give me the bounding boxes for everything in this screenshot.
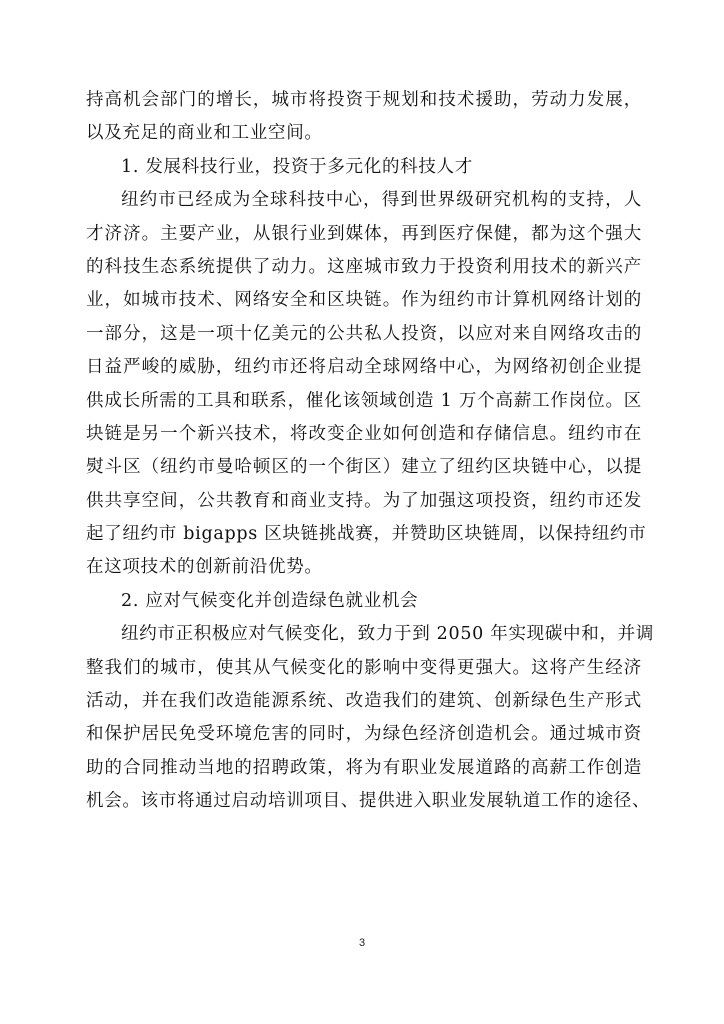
heading-text: 1. 发展科技行业，投资于多元化的科技人才 — [121, 156, 473, 177]
page-number: 3 — [358, 937, 366, 949]
text-line: 纽约市已经成为全球科技中心，得到世界级研究机构的支持，人 — [121, 190, 642, 211]
text-line: 才济济。主要产业，从银行业到媒体，再到医疗保健，都为这个强大 — [86, 223, 642, 244]
section-heading-2 — [86, 585, 642, 618]
text-line: 熨斗区（纽约市曼哈顿区的一个街区）建立了纽约区块链中心，以提 — [86, 457, 642, 478]
text-line: 纽约市正积极应对气候变化，致力于到 2050 年实现碳中和，并调 — [121, 624, 655, 645]
paragraph-continuation — [86, 84, 642, 151]
text-line: 一部分，这是一项十亿美元的公共私人投资，以应对来自网络攻击的 — [86, 323, 642, 344]
document-page — [86, 84, 655, 819]
text-line: 起了纽约市 bigapps 区块链挑战赛，并赞助区块链周，以保持纽约市 — [86, 524, 647, 545]
text-line: 活动，并在我们改造能源系统、改造我们的建筑、创新绿色生产形式 — [86, 691, 642, 712]
text-line: 整我们的城市，使其从气候变化的影响中变得更强大。这将产生经济 — [86, 657, 642, 678]
paragraph-climate — [86, 618, 655, 818]
text-line: 业，如城市技术、网络安全和区块链。作为纽约市计算机网络计划的 — [86, 290, 642, 311]
text-line: 机会。该市将通过启动培训项目、提供进入职业发展轨道工作的途径、 — [86, 791, 651, 812]
text-line: 和保护居民免受环境危害的同时，为绿色经济创造机会。通过城市资 — [86, 724, 642, 745]
text-line: 供共享空间，公共教育和商业支持。为了加强这项投资，纽约市还发 — [86, 490, 642, 511]
heading-text: 2. 应对气候变化并创造绿色就业机会 — [121, 590, 419, 611]
text-line: 日益严峻的威胁，纽约市还将启动全球网络中心，为网络初创企业提 — [86, 357, 642, 378]
text-line: 的科技生态系统提供了动力。这座城市致力于投资利用技术的新兴产 — [86, 256, 642, 277]
text-line: 块链是另一个新兴技术，将改变企业如何创造和存储信息。纽约市在 — [86, 423, 642, 444]
text-line: 以及充足的商业和工业空间。 — [86, 123, 323, 144]
text-line: 助的合同推动当地的招聘政策，将为有职业发展道路的高薪工作创造 — [86, 757, 642, 778]
text-line: 持高机会部门的增长，城市将投资于规划和技术援助，劳动力发展， — [86, 90, 642, 110]
paragraph-tech-industry — [86, 184, 647, 585]
text-line: 供成长所需的工具和联系，催化该领域创造 1 万个高薪工作岗位。区 — [86, 390, 642, 411]
section-heading-1 — [86, 151, 642, 184]
text-line: 在这项技术的创新前沿优势。 — [86, 557, 323, 578]
